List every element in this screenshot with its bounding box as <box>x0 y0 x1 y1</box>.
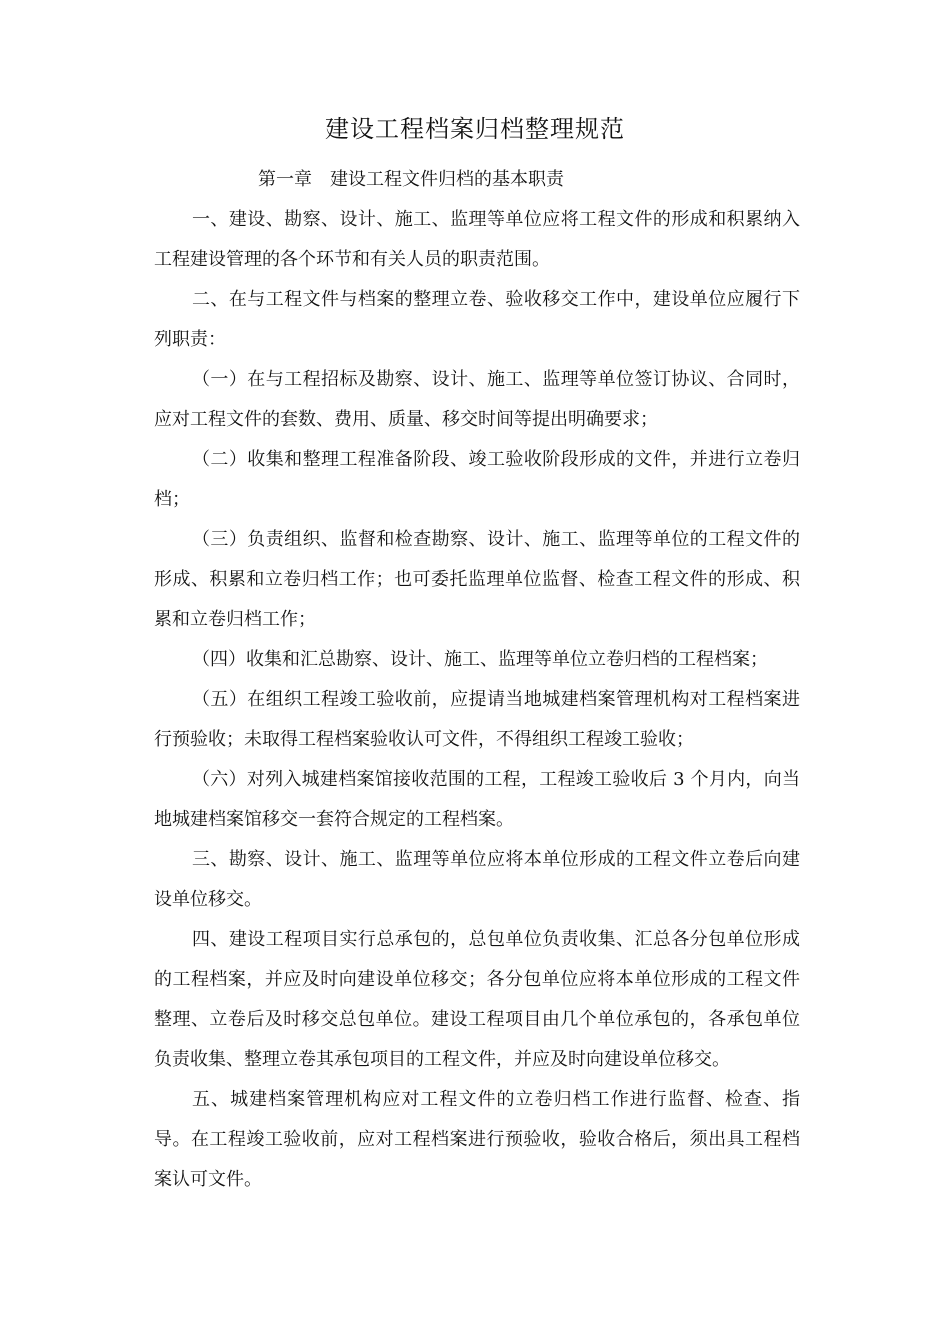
paragraph-4: （二）收集和整理工程准备阶段、竣工验收阶段形成的文件，并进行立卷归档； <box>154 449 800 510</box>
paragraph-3: （一）在与工程招标及勘察、设计、施工、监理等单位签订协议、合同时，应对工程文件的套数、费用、质量、移交时间等提出明确要求； <box>154 369 800 430</box>
paragraph-10: 四、建设工程项目实行总承包的，总包单位负责收集、汇总各分包单位形成的工程档案，并应及时向建设单位移交；各分包单位应将本单位形成的工程文件整理、立卷后及时移交总包单位。建设工程项目由几个单位承包的，各承包单位负责收集、整理立卷其承包项目的工程文件，并应及时向建设单位移交。 <box>154 929 800 1070</box>
paragraph-9: 三、勘察、设计、施工、监理等单位应将本单位形成的工程文件立卷后向建设单位移交。 <box>154 849 800 910</box>
paragraph-11: 五、城建档案管理机构应对工程文件的立卷归档工作进行监督、检查、指导。在工程竣工验收前，应对工程档案进行预验收，验收合格后，须出具工程档案认可文件。 <box>154 1089 800 1190</box>
paragraph-2: 二、在与工程文件与档案的整理立卷、验收移交工作中，建设单位应履行下列职责： <box>154 289 800 350</box>
paragraph-7: （五）在组织工程竣工验收前，应提请当地城建档案管理机构对工程档案进行预验收；未取得工程档案验收认可文件，不得组织工程竣工验收； <box>154 689 800 750</box>
paragraph-5: （三）负责组织、监督和检查勘察、设计、施工、监理等单位的工程文件的形成、积累和立卷归档工作；也可委托监理单位监督、检查工程文件的形成、积累和立卷归档工作； <box>154 529 800 630</box>
paragraph-8: （六）对列入城建档案馆接收范围的工程，工程竣工验收后 3 个月内，向当地城建档案馆移交一套符合规定的工程档案。 <box>154 769 800 830</box>
paragraph-1: 一、建设、勘察、设计、施工、监理等单位应将工程文件的形成和积累纳入工程建设管理的各个环节和有关人员的职责范围。 <box>154 209 800 270</box>
document-title: 建设工程档案归档整理规范 <box>325 115 625 143</box>
paragraph-6: （四）收集和汇总勘察、设计、施工、监理等单位立卷归档的工程档案； <box>192 649 768 670</box>
document-body <box>154 200 800 1200</box>
chapter-title: 第一章 建设工程文件归档的基本职责 <box>258 169 564 190</box>
